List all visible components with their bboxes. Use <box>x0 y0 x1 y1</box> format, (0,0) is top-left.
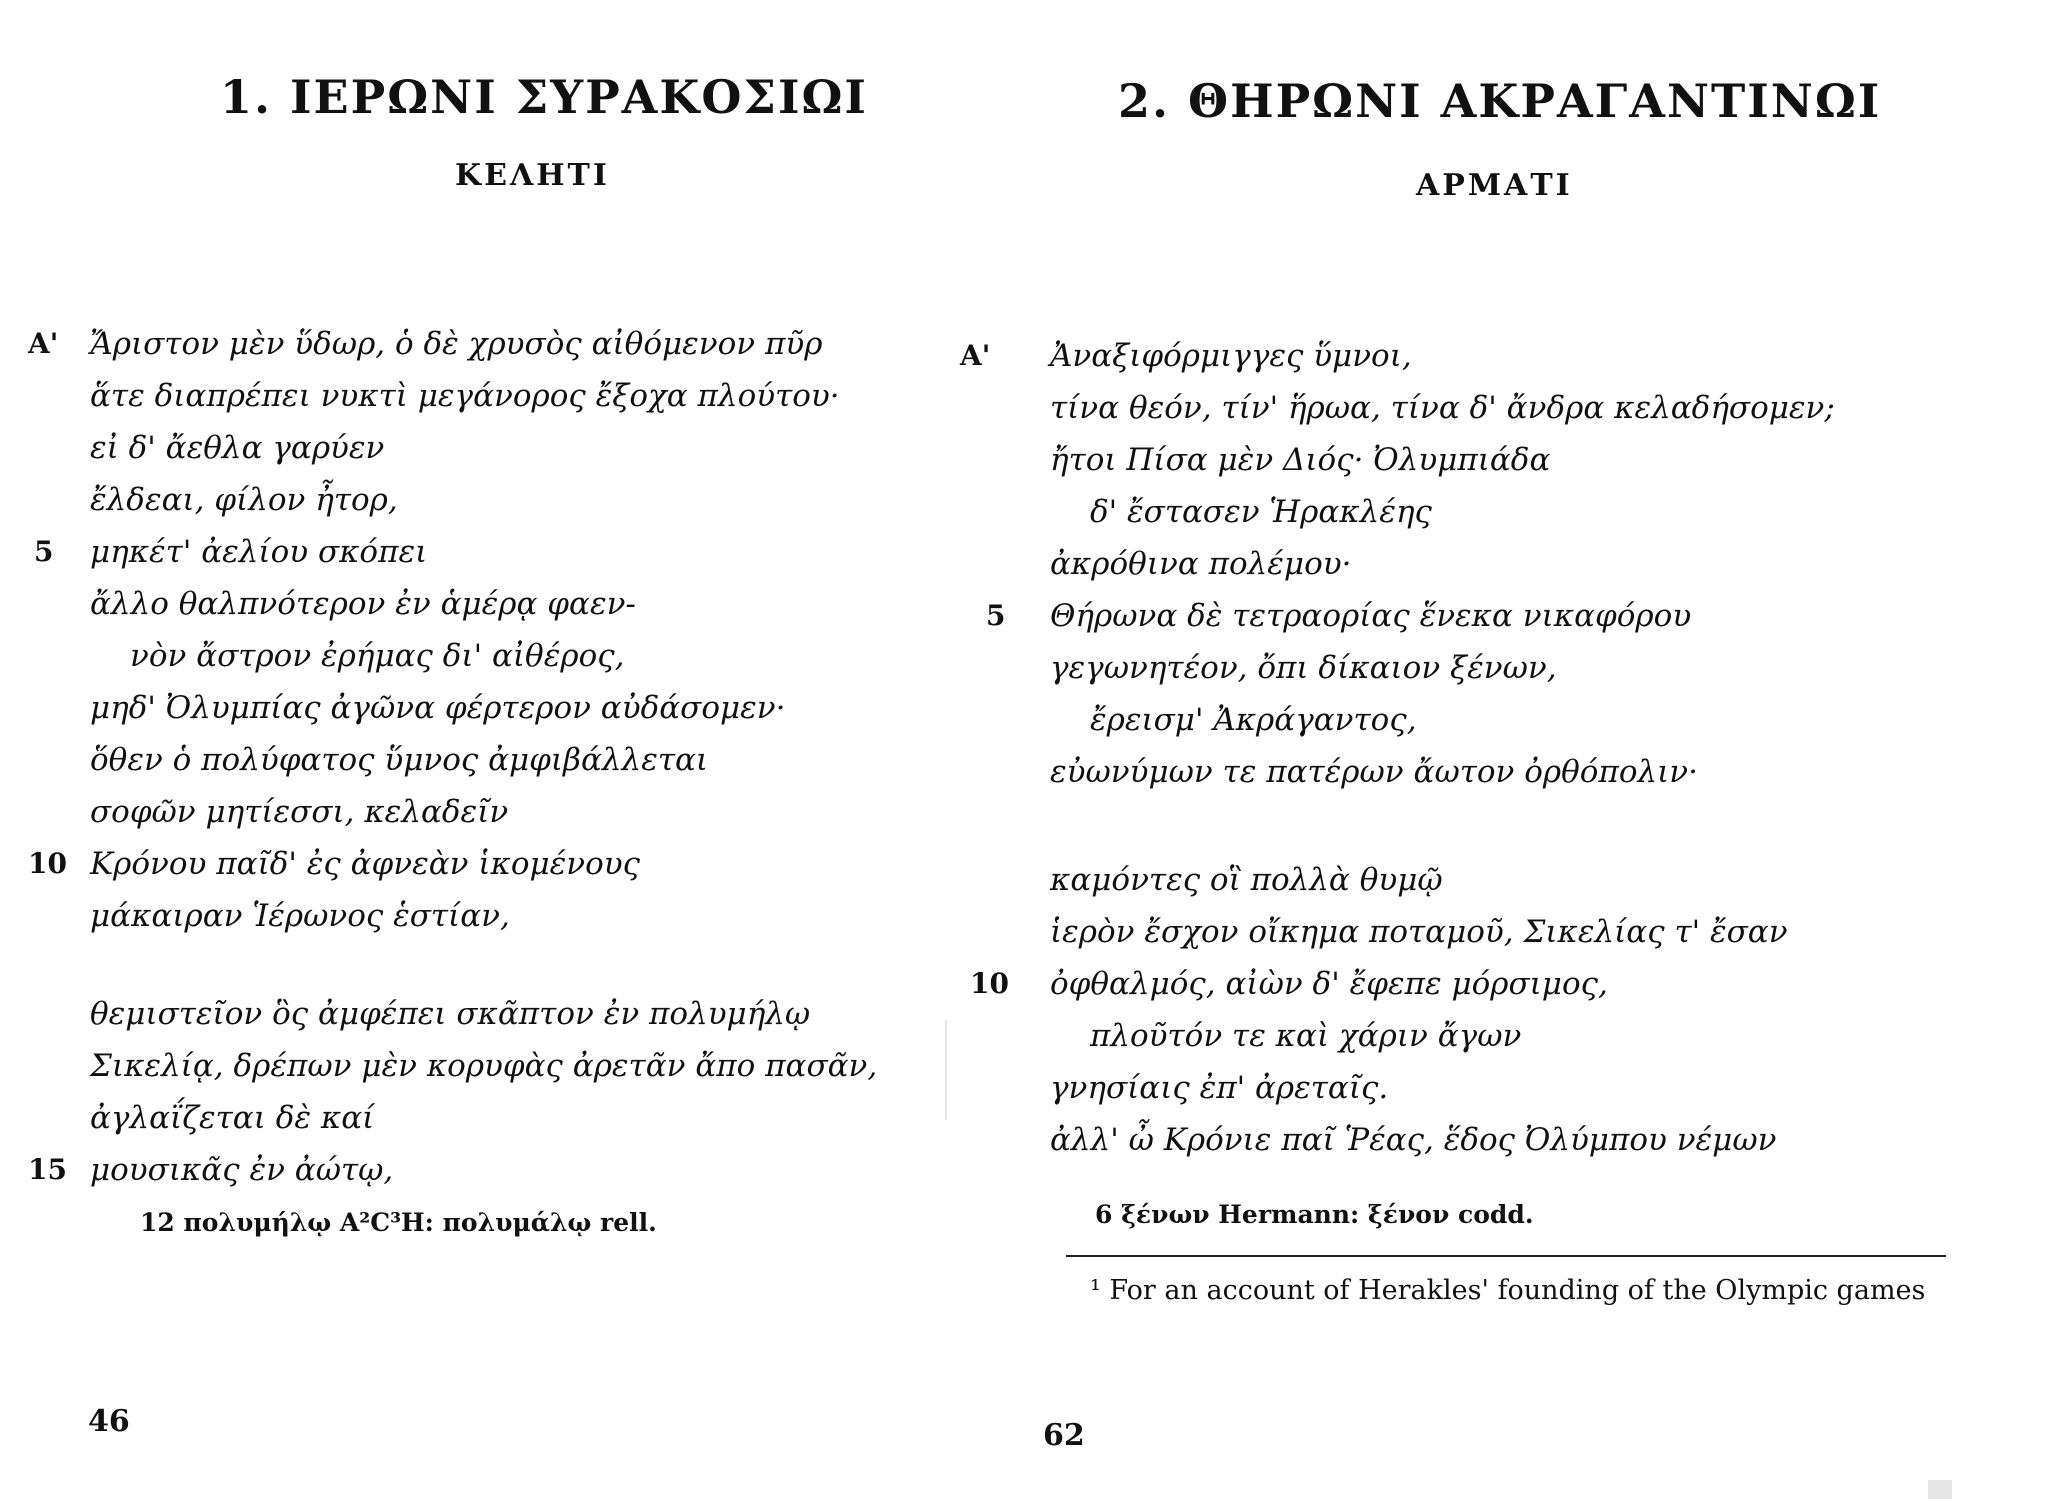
verse-line: νὸν ἄστρον ἐρήμας δι' αἰθέρος, <box>130 638 625 674</box>
page-number: 62 <box>1043 1418 1085 1453</box>
verse-line: εἰ δ' ἄεθλα γαρύεν <box>90 430 385 466</box>
line-number: 10 <box>28 847 67 880</box>
verse-line: μουσικᾶς ἐν ἀώτῳ, <box>90 1152 394 1188</box>
verse-line: ἔλδεαι, φίλον ἦτορ, <box>90 482 398 518</box>
verse-line: ἱερὸν ἔσχον οἴκημα ποταμοῦ, Σικελίας τ' ἔσαν <box>1050 914 1788 950</box>
verse-line: μηδ' Ὀλυμπίας ἀγῶνα φέρτερον αὐδάσομεν· <box>90 690 786 726</box>
ode-subtitle: ΚΕΛΗΤΙ <box>455 158 610 193</box>
gutter-mark <box>945 1020 947 1120</box>
line-number: 15 <box>28 1153 67 1186</box>
verse-line: ὀφθαλμός, αἰὼν δ' ἔφεπε μόρσιμος, <box>1050 966 1608 1002</box>
verse-line: σοφῶν μητίεσσι, κελαδεῖν <box>90 794 509 830</box>
verse-line: ἔρεισμ' Ἀκράγαντος, <box>1090 702 1417 738</box>
ode-title: 1. ΙΕΡΩΝΙ ΣΥΡΑΚΟΣΙΩΙ <box>220 70 868 124</box>
ode-title: 2. ΘΗΡΩΝΙ ΑΚΡΑΓΑΝΤΙΝΩΙ <box>1118 74 1882 128</box>
verse-line: τίνα θεόν, τίν' ἥρωα, τίνα δ' ἄνδρα κελαδήσομεν; <box>1050 390 1835 426</box>
verse-line: μάκαιραν Ἱέρωνος ἑστίαν, <box>90 898 510 934</box>
line-number: 10 <box>970 967 1009 1000</box>
ode-subtitle: ΑΡΜΑΤΙ <box>1416 168 1573 203</box>
page-number: 46 <box>88 1404 130 1439</box>
verse-line: ἤτοι Πίσα μὲν Διός· Ὀλυμπιάδα <box>1050 442 1551 478</box>
verse-line: πλοῦτόν τε καὶ χάριν ἄγων <box>1090 1018 1522 1054</box>
translation-footnote: ¹ For an account of Herakles' founding of the Olympic games <box>1090 1275 1926 1306</box>
verse-line: εὐωνύμων τε πατέρων ἄωτον ὀρθόπολιν· <box>1050 754 1698 790</box>
verse-line: γεγωνητέον, ὄπι δίκαιον ξένων, <box>1050 650 1557 686</box>
line-number: Α' <box>960 339 991 372</box>
verse-line: Ἀναξιφόρμιγγες ὕμνοι, <box>1050 338 1412 374</box>
verse-line: μηκέτ' ἀελίου σκόπει <box>90 534 428 570</box>
verse-line: Θήρωνα δὲ τετραορίας ἕνεκα νικαφόρου <box>1050 598 1692 634</box>
line-number: 5 <box>986 599 1006 632</box>
verse-line: Κρόνου παῖδ' ἐς ἀφνεὰν ἱκομένους <box>90 846 641 882</box>
footnote-rule <box>1066 1255 1946 1257</box>
verse-line: δ' ἔστασεν Ἡρακλέης <box>1090 494 1432 530</box>
verse-line: ἄλλο θαλπνότερον ἐν ἁμέρᾳ φαεν- <box>90 586 636 622</box>
verse-line: Ἄριστον μὲν ὕδωρ, ὁ δὲ χρυσὸς αἰθόμενον πῦρ <box>90 326 823 362</box>
verse-line: καμόντες οἳ πολλὰ θυμῷ <box>1050 862 1443 898</box>
verse-line: ἀγλαΐζεται δὲ καί <box>90 1100 375 1136</box>
verse-line: ἀλλ' ὦ Κρόνιε παῖ Ῥέας, ἕδος Ὀλύμπου νέμων <box>1050 1122 1777 1158</box>
critical-apparatus-note: 12 πολυμήλῳ A²C³H: πολυμάλῳ rell. <box>140 1208 657 1237</box>
verse-line: Σικελίᾳ, δρέπων μὲν κορυφὰς ἀρετᾶν ἄπο πασᾶν, <box>90 1048 878 1084</box>
verse-line: ὅθεν ὁ πολύφατος ὕμνος ἀμφιβάλλεται <box>90 742 709 778</box>
line-number: Α' <box>28 327 59 360</box>
verse-line: γνησίαις ἐπ' ἀρεταῖς. <box>1050 1070 1389 1106</box>
verse-line: ἅτε διαπρέπει νυκτὶ μεγάνορος ἔξοχα πλούτου· <box>90 378 840 414</box>
line-number: 5 <box>34 535 54 568</box>
scan-edge-mark <box>1928 1480 1952 1499</box>
right-page <box>960 0 2061 1499</box>
verse-line: ἀκρόθινα πολέμου· <box>1050 546 1352 582</box>
left-page <box>0 0 960 1499</box>
critical-apparatus-note: 6 ξένων Hermann: ξένον codd. <box>1095 1200 1534 1229</box>
verse-line: θεμιστεῖον ὃς ἀμφέπει σκᾶπτον ἐν πολυμήλῳ <box>90 996 811 1032</box>
